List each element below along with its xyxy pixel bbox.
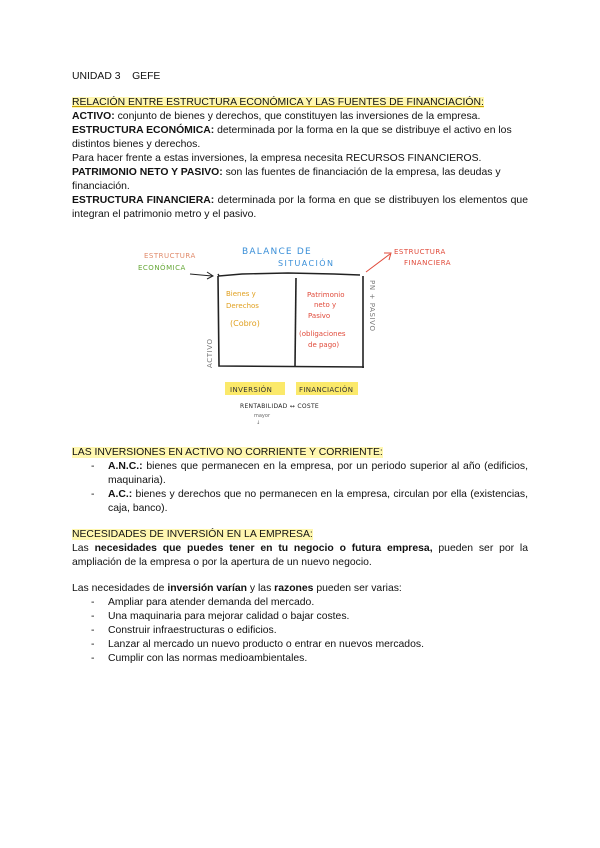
tag-inversion: INVERSIÓN — [230, 386, 273, 394]
line-b: inversión varían — [167, 583, 248, 594]
ac-text: bienes y derechos que no permanecen en la empresa, circulan por ella (existencias, caja, banco). — [108, 489, 528, 514]
right-arrow — [366, 254, 390, 272]
tag-financiacion: FINANCIACIÓN — [299, 386, 354, 394]
patrimonio-definition — [72, 166, 528, 194]
eco-text: determinada por la forma en la que se distribuye el activo en los distintos bienes y derechos. — [72, 125, 512, 150]
diagram-title-2: SITUACIÓN — [278, 259, 335, 268]
intro-c: pueden ser por la ampliación de la empresa o por la apertura de un nuevo negocio. — [72, 543, 529, 568]
list-item: - Lanzar al mercado un nuevo producto o entrar en nuevos mercados. — [72, 638, 528, 652]
eco-definition — [72, 124, 528, 152]
line-e: pueden ser varias: — [313, 583, 402, 594]
activo-term: ACTIVO: — [72, 111, 115, 122]
inversiones-list — [72, 460, 528, 516]
section2-heading-text: LAS INVERSIONES EN ACTIVO NO CORRIENTE Y CORRIENTE: — [72, 447, 383, 458]
bottom-small-1: mayor — [254, 413, 271, 419]
financiera-definition — [72, 194, 528, 222]
box-right-line-1: Patrimonio — [307, 291, 345, 299]
section3-intro — [72, 542, 528, 570]
rentabilidad-coste: RENTABILIDAD ↔ COSTE — [240, 403, 320, 410]
activo-definition — [72, 110, 528, 124]
unit-label: UNIDAD 3 — [72, 71, 121, 82]
box-right-line-4: (obligaciones — [299, 330, 346, 338]
side-label-pn-pasivo: PN + PASIVO — [368, 280, 376, 332]
ac-term: A.C.: — [108, 489, 133, 500]
list-item — [72, 488, 528, 516]
anc-text: bienes que permanecen en la empresa, por un periodo superior al año (edificios, maquinaria). — [108, 461, 528, 486]
list-item: - Construir infraestructuras o edificios. — [72, 624, 528, 638]
section3-heading — [72, 528, 528, 542]
bottom-small-2: ↓ — [256, 420, 261, 426]
balance-sketch — [72, 240, 528, 440]
unit-header — [72, 70, 528, 84]
left-annotation-2: ECONÓMICA — [138, 264, 186, 272]
document-page — [72, 70, 528, 666]
box-left-line-2: Derechos — [226, 302, 259, 310]
balance-top-line — [218, 273, 360, 276]
section2-heading — [72, 446, 528, 460]
box-left-line-1: Bienes y — [226, 290, 256, 298]
list-item — [72, 460, 528, 488]
list-item: - Una maquinaria para mejorar calidad o bajar costes. — [72, 610, 528, 624]
side-label-activo: ACTIVO — [206, 338, 214, 368]
section3-heading-text: NECESIDADES DE INVERSIÓN EN LA EMPRESA: — [72, 529, 313, 540]
left-annotation-1: ESTRUCTURA — [144, 252, 196, 260]
line-d: razones — [274, 583, 314, 594]
section1-heading — [72, 96, 528, 110]
eco-term: ESTRUCTURA ECONÓMICA: — [72, 125, 215, 136]
course-code: GEFE — [132, 71, 161, 82]
activo-text: conjunto de bienes y derechos, que constituyen las inversiones de la empresa. — [114, 111, 481, 122]
financiera-term: ESTRUCTURA FINANCIERA: — [72, 195, 215, 206]
line-a: Las necesidades de — [72, 583, 168, 594]
financiera-text: determinada por la forma en que se distribuyen los elementos que integran el patrimonio metro y el pasivo. — [72, 195, 528, 220]
box-right-line-3: Pasivo — [308, 312, 331, 320]
box-right-line-5: de pago) — [308, 341, 340, 349]
diagram-title-1: BALANCE DE — [242, 247, 312, 257]
line-c: y las — [247, 583, 275, 594]
patrimonio-term: PATRIMONIO NETO Y PASIVO: — [72, 167, 223, 178]
razones-list — [72, 596, 528, 666]
left-arrow — [190, 274, 212, 276]
razones-line — [72, 582, 528, 596]
list-item: - Cumplir con las normas medioambientales. — [72, 652, 528, 666]
patrimonio-text: son las fuentes de financiación de la empresa, las deudas y financiación. — [72, 167, 501, 192]
intro-a: Las — [72, 543, 95, 554]
anc-term: A.N.C.: — [108, 461, 143, 472]
intro-b: necesidades que puedes tener en tu negocio o futura empresa, — [94, 543, 433, 554]
list-item: - Ampliar para atender demanda del mercado. — [72, 596, 528, 610]
recursos-line: Para hacer frente a estas inversiones, la empresa necesita RECURSOS FINANCIEROS. — [72, 153, 482, 164]
section1-heading-text: RELACIÓN ENTRE ESTRUCTURA ECONÓMICA Y LAS FUENTES DE FINANCIACIÓN: — [72, 97, 484, 108]
balance-box-divider — [295, 278, 296, 366]
right-annotation-2: FINANCIERA — [404, 259, 452, 267]
box-left-line-3: (Cobro) — [230, 319, 260, 328]
balance-diagram — [72, 240, 528, 440]
box-right-line-2: neto y — [314, 301, 337, 309]
right-annotation-1: ESTRUCTURA — [394, 248, 446, 256]
